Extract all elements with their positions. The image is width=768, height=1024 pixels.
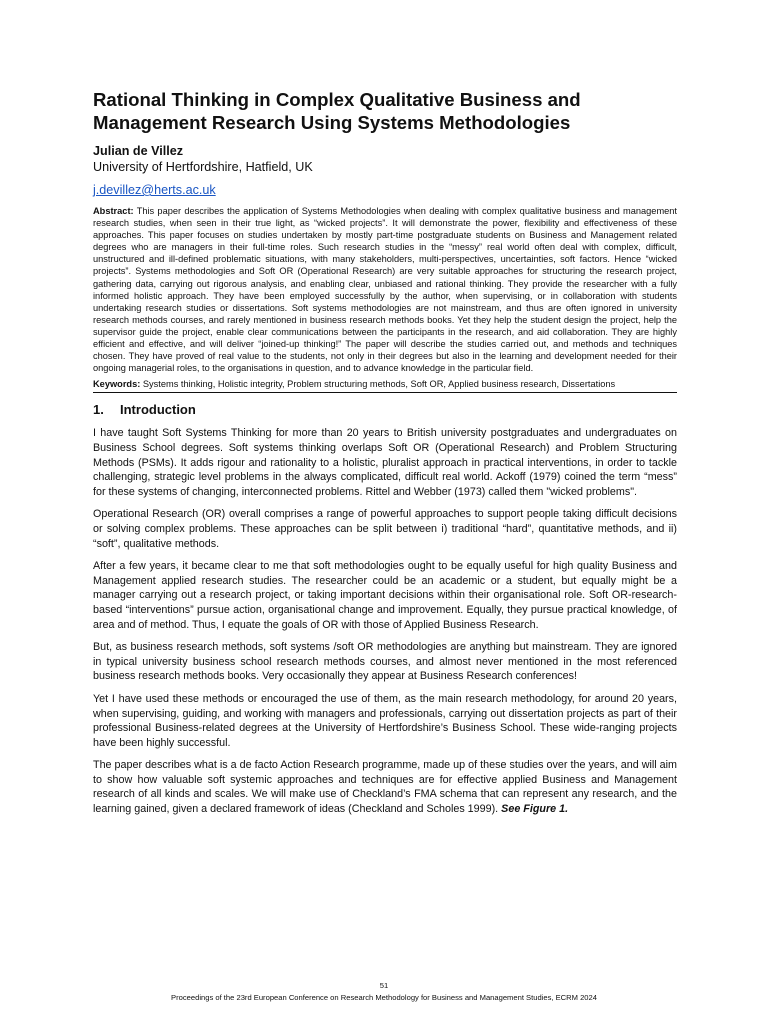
- section-divider: [93, 392, 677, 393]
- abstract: [93, 205, 677, 374]
- keywords: [93, 378, 677, 390]
- keywords-text: Systems thinking, Holistic integrity, Problem structuring methods, Soft OR, Applied business research, Dissertations: [142, 379, 616, 390]
- paper-page: [93, 88, 677, 817]
- intro-paragraph-6-text: The paper describes what is a de facto Action Research programme, made up of these studies over the years, and will aim to show how valuable soft systemic approaches and techniques are for effective applied Business and Management research of all kinds and scales. We will make use of Checkland’s FMA schema that can represent any research, and the learning gained, given a declared framework of ideas (Checkland and Scholes 1999).: [93, 759, 677, 816]
- intro-paragraph-2: Operational Research (OR) overall comprises a range of powerful approaches to support people taking difficult decisions or solving complex problems. These approaches can be split between i) traditional “hard”, quantitative methods, and ii) “soft”, qualitative methods.: [93, 508, 677, 550]
- title-line-1: Rational Thinking in Complex Qualitative Business and: [93, 89, 581, 110]
- keywords-label: Keywords:: [93, 379, 141, 390]
- abstract-text: This paper describes the application of Systems Methodologies when dealing with complex qualitative business and management research studies, when seen in their true light, as “wicked projects”. It will demonstrate the power, flexibility and effectiveness of these approaches. This paper focuses on studies undertaken by mostly part-time postgraduate students on Business and Management related degrees who are managers in their full-time roles. Such research studies in the “messy” real world often deal with complex, difficult, unstructured and ill-defined problematic situations, with many stakeholders, multi-perspectives, uncertainties, soft factors. Hence “wicked projects”. Systems methodologies and Soft OR (Operational Research) are very suitable approaches for structuring the research project, gathering data, carrying out rigorous analysis, and enabling clear, unbiased and rational thinking. They provide the researcher with a fully informed holistic approach. They have been employed successfully by the author, when supervising, or in collaboration with students undertaking research studies or dissertations. Soft systems methodologies are not mainstream, and thus are often ignored in university research methods courses, and rarely mentioned in business research methods books. Yet they help the student design the project, help the supervisor guide the project, enable clear communications between the participants in the research, and aid collaboration. They are highly efficient and effective, and will deliver “joined-up thinking!” The paper will describe the studies carried out, and methods and techniques chosen. They have proved of real value to the students, not only in their degrees but also in the learning and development needed for their ongoing managerial roles, to the organisations in question, and to advance knowledge in the particular field.: [93, 206, 678, 374]
- author-name: Julian de Villez: [93, 144, 184, 158]
- page-number: 51: [379, 981, 389, 990]
- abstract-label: Abstract:: [93, 206, 134, 216]
- intro-paragraph-6: [93, 758, 677, 816]
- intro-paragraph-3: After a few years, it became clear to me that soft methodologies ought to be equally useful for high quality Business and Management applied research studies. The researcher could be an academic or a student, but equally might be a manager carrying out a research project, or taking important decisions within their organisational role. Soft OR-research-based “interventions” pursue action, organisational change and improvement. Equally, they pursue practical knowledge, of area and of method. Thus, I equate the goals of OR with those of Applied Business Research.: [93, 560, 677, 631]
- section-title: Introduction: [120, 402, 196, 418]
- title-line-2: Management Research Using Systems Methodologies: [93, 112, 571, 133]
- section-heading-introduction: [93, 402, 677, 418]
- author-email-link[interactable]: j.devillez@herts.ac.uk: [93, 183, 216, 197]
- author-affiliation: University of Hertfordshire, Hatfield, UK: [93, 160, 313, 174]
- intro-paragraph-1: I have taught Soft Systems Thinking for more than 20 years to British university postgraduates and undergraduates on Business School degrees. Soft systems thinking overlaps Soft OR (Operational Research) and Problem Structuring Methods (PSMs). It adds rigour and rationality to a holistic, pluralist approach in practical interventions, in order to tackle challenging, strategic level problems in the always complicated, difficult real world. Ackoff (1979) coined the term “mess” for these systems of changing, interconnected problems. Rittel and Webber (1973) called them "wicked problems".: [93, 427, 677, 498]
- figure-reference-link[interactable]: See Figure 1.: [501, 803, 569, 816]
- intro-paragraph-4: But, as business research methods, soft systems /soft OR methodologies are anything but mainstream. They are ignored in typical university business school research methods courses, and almost never mentioned in the most referenced business research methods books. Very occasionally they appear at Business Research conferences!: [93, 641, 677, 683]
- intro-paragraph-5: Yet I have used these methods or encouraged the use of them, as the main research methodology, for around 20 years, when supervising, guiding, and working with managers and professionals, carrying out dissertation projects as part of their professional Business-related degrees at the University of Hertfordshire’s Business School. These wide-ranging projects have been highly successful.: [93, 692, 677, 749]
- paper-title: [93, 88, 677, 134]
- proceedings-footer: Proceedings of the 23rd European Conference on Research Methodology for Business and Management Studies, ECRM 2024: [171, 993, 597, 1002]
- section-number: 1.: [93, 402, 104, 418]
